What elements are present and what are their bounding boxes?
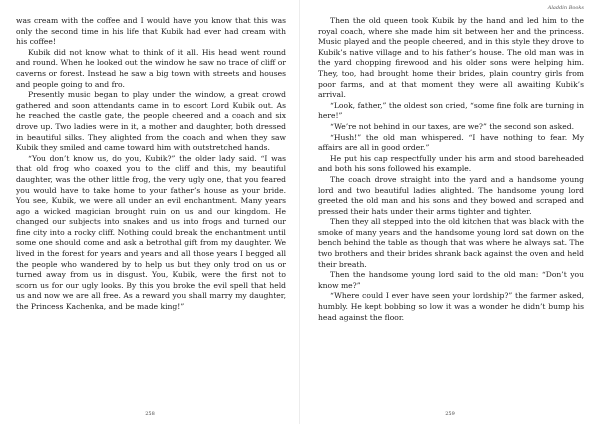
paragraph: Kubik did not know what to think of it all. His head went round and round. When he looked out the window he saw no trace of cliff or caverns or forest. Instead he saw a big town with streets and houses and people going to and fro. bbox=[16, 47, 286, 89]
page-number-right: 259 bbox=[445, 411, 455, 417]
paragraph: “We’re not behind in our taxes, are we?” the second son asked. bbox=[330, 121, 575, 131]
paragraph: “Where could I ever have seen your lordship?” the farmer asked, humbly. He kept bobbing so low it was a wonder he didn’t bump his head against the floor. bbox=[318, 291, 584, 322]
right-page-text bbox=[318, 16, 584, 323]
paragraph: “Look, father,” the oldest son cried, “some fine folk are turning in here!” bbox=[318, 100, 584, 121]
paragraph: “You don’t know us, do you, Kubik?” the older lady said. “I was that old frog who coaxed you to the cliff and this, my beautiful daughter, was the other little frog, the very ugly one, that you feared you would have to take home to your father’s house as your bride. You see, Kubik, we were all under an evil enchantment. Many years ago a wicked magician brought ruin on us and our kingdom. He changed our subjects into snakes and us into frogs and turned our fine city into a rocky cliff. Nothing could break the enchantment until some one should come and ask a betrothal gift from my daughter. We lived in the forest for years and years and all those years I begged all the people who wandered by to help us but they only trod on us or turned away from us in disgust. You, Kubik, were the first not to scorn us for our ugly looks. By this you broke the evil spell that held us and now we are all free. As a reward you shall marry my daughter, the Princess Kachenka, and be made king!” bbox=[16, 153, 286, 312]
paragraph: He put his cap respectfully under his arm and stood bareheaded and both his sons followed his example. bbox=[318, 153, 584, 174]
paragraph: “Hush!” the old man whispered. “I have nothing to fear. My affairs are all in good order.” bbox=[318, 132, 584, 153]
paragraph: Presently music began to play under the window, a great crowd gathered and soon attendants came in to escort Lord Kubik out. As he reached the castle gate, the people cheered and a coach and six drove up. Two ladies were in it, a mother and daughter, both dressed in beautiful silks. They alighted from the coach and when they saw Kubik they smiled and came toward him with outstretched hands. bbox=[16, 90, 286, 153]
paragraph: Then the old queen took Kubik by the hand and led him to the royal coach, where she made him sit between her and the princess. Music played and the people cheered, and in this style they drove to Kubik’s native village and to his father’s house. The old man was in the yard chopping firewood and his older sons were helping him. They, too, had brought home their brides, plain country girls from poor farms, and at that moment they were all awaiting Kubik’s arrival. bbox=[318, 16, 584, 100]
page-number-left: 258 bbox=[145, 411, 155, 417]
paragraph: The coach drove straight into the yard and a handsome young lord and two beautiful ladies alighted. The handsome young lord greeted the old man and his sons and they bowed and scraped and pressed their hats under their arms tighter and tighter. bbox=[318, 174, 584, 216]
paragraph: was cream with the coffee and I would have you know that this was only the second time in his life that Kubik had ever had cream with his coffee! bbox=[16, 16, 286, 47]
right-page bbox=[300, 0, 600, 424]
paragraph: Then the handsome young lord said to the old man: “Don’t you know me?” bbox=[318, 270, 584, 290]
left-page-text bbox=[16, 16, 286, 313]
paragraph: Then they all stepped into the old kitchen that was black with the smoke of many years and the handsome young lord sat down on the bench behind the table as though that was where he always sat. The two brothers and their brides shrank back against the oven and held their breath. bbox=[318, 217, 584, 269]
running-header: Aladdin Books bbox=[547, 5, 584, 11]
